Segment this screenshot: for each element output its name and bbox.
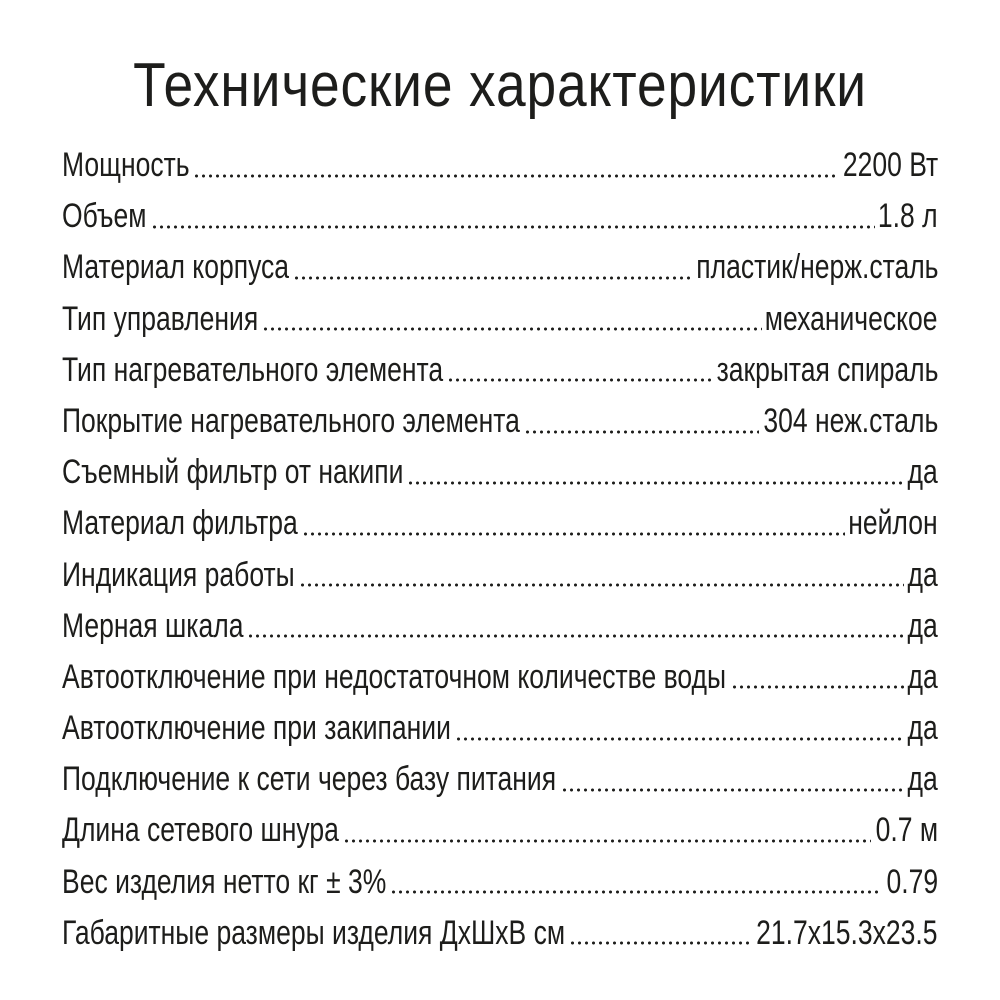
spec-value: закрытая спираль xyxy=(716,350,938,389)
spec-label: Съемный фильтр от накипи xyxy=(62,453,404,492)
dot-leader xyxy=(343,838,872,844)
spec-value: да xyxy=(907,760,938,799)
spec-row-net-weight xyxy=(62,857,938,908)
spec-row-measuring-scale xyxy=(62,601,938,652)
spec-row-heating-element-coating xyxy=(62,396,938,447)
spec-value: да xyxy=(907,453,938,492)
spec-row-power-base xyxy=(62,754,938,805)
spec-value: 304 неж.сталь xyxy=(763,401,938,440)
spec-value: 2200 Вт xyxy=(842,146,938,184)
dot-leader xyxy=(293,275,691,281)
spec-label: Индикация работы xyxy=(62,555,295,594)
spec-value: механическое xyxy=(765,299,938,338)
dot-leader xyxy=(299,582,904,588)
spec-label: Материал фильтра xyxy=(62,504,298,543)
spec-row-dimensions xyxy=(62,908,938,959)
dot-leader xyxy=(569,940,753,946)
dot-leader xyxy=(247,633,904,639)
dot-leader xyxy=(262,326,762,332)
dot-leader xyxy=(407,480,904,486)
spec-label: Объем xyxy=(62,197,147,236)
spec-label: Длина сетевого шнура xyxy=(62,811,339,850)
dot-leader xyxy=(151,224,875,230)
spec-label: Автоотключение при закипании xyxy=(62,709,451,748)
dot-leader xyxy=(561,787,904,793)
spec-value: пластик/нерж.сталь xyxy=(695,248,938,287)
spec-value: да xyxy=(907,709,938,748)
spec-label: Покрытие нагревательного элемента xyxy=(62,401,520,440)
spec-label: Мерная шкала xyxy=(62,606,244,645)
spec-row-cord-length xyxy=(62,805,938,856)
specs-list xyxy=(62,140,938,959)
spec-value: нейлон xyxy=(848,504,938,543)
spec-value: да xyxy=(907,657,938,696)
spec-value: да xyxy=(907,555,938,594)
spec-value: 21.7x15.3x23.5 xyxy=(756,913,938,952)
spec-row-power xyxy=(62,140,938,191)
spec-label: Тип управления xyxy=(62,299,259,338)
spec-row-body-material xyxy=(62,242,938,293)
spec-row-operation-indicator xyxy=(62,550,938,601)
spec-row-volume xyxy=(62,191,938,242)
spec-label: Тип нагревательного элемента xyxy=(62,350,444,389)
dot-leader xyxy=(455,736,904,742)
spec-label: Подключение к сети через базу питания xyxy=(62,760,557,799)
dot-leader xyxy=(390,889,882,895)
spec-row-filter-material xyxy=(62,498,938,549)
spec-label: Вес изделия нетто кг ± 3% xyxy=(62,862,387,901)
spec-row-low-water-shutoff xyxy=(62,652,938,703)
spec-row-scale-filter xyxy=(62,447,938,498)
spec-label: Материал корпуса xyxy=(62,248,290,287)
dot-leader xyxy=(524,429,759,435)
spec-value: 0.79 xyxy=(886,862,938,901)
spec-label: Мощность xyxy=(62,146,190,184)
spec-value: да xyxy=(907,606,938,645)
spec-label: Габаритные размеры изделия ДхШхВ см xyxy=(62,913,566,952)
spec-value: 1.8 л xyxy=(878,197,938,236)
dot-leader xyxy=(447,377,712,383)
dot-leader xyxy=(731,684,905,690)
spec-row-heating-element-type xyxy=(62,345,938,396)
page-title: Технические характеристики xyxy=(133,51,867,120)
spec-label: Автоотключение при недостаточном количестве воды xyxy=(62,657,727,696)
dot-leader xyxy=(193,173,838,179)
spec-value: 0.7 м xyxy=(875,811,938,850)
spec-row-control-type xyxy=(62,294,938,345)
spec-row-boil-shutoff xyxy=(62,703,938,754)
dot-leader xyxy=(302,531,845,537)
